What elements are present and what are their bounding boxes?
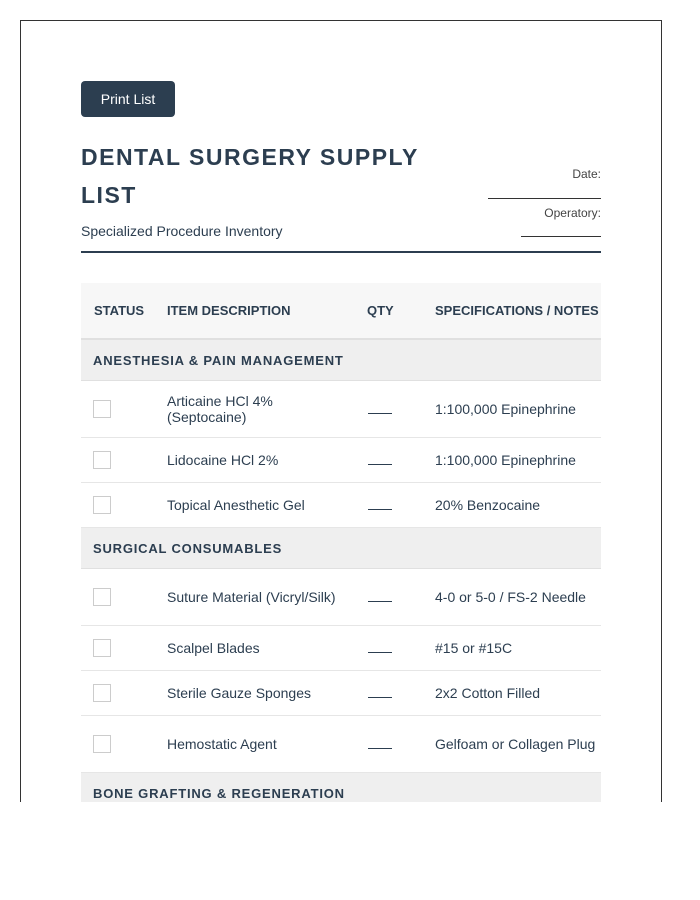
table-header-row: [81, 283, 601, 339]
qty-cell: [354, 483, 422, 528]
item-description: Topical Anesthetic Gel: [154, 483, 354, 528]
status-checkbox[interactable]: [93, 451, 111, 469]
table-row: [81, 483, 601, 528]
item-notes: #15 or #15C: [422, 626, 601, 671]
operatory-field[interactable]: [521, 236, 601, 237]
date-label: Date:: [572, 167, 601, 181]
status-cell: [81, 569, 154, 626]
table-row: [81, 716, 601, 773]
header-divider: [81, 251, 601, 253]
item-notes: 2x2 Cotton Filled: [422, 671, 601, 716]
operatory-label: Operatory:: [544, 206, 601, 220]
item-notes: 1:100,000 Epinephrine: [422, 438, 601, 483]
section-header-row: [81, 528, 601, 569]
qty-blank[interactable]: [368, 601, 392, 602]
column-header-qty: QTY: [354, 283, 422, 339]
qty-blank[interactable]: [368, 652, 392, 653]
table-row: [81, 381, 601, 438]
item-notes: Gelfoam or Collagen Plug: [422, 716, 601, 773]
print-list-button[interactable]: Print List: [81, 81, 175, 117]
qty-cell: [354, 438, 422, 483]
page-subtitle: Specialized Procedure Inventory: [81, 223, 283, 239]
status-cell: [81, 483, 154, 528]
item-description: Suture Material (Vicryl/Silk): [154, 569, 354, 626]
item-notes: 20% Benzocaine: [422, 483, 601, 528]
status-checkbox[interactable]: [93, 400, 111, 418]
status-cell: [81, 716, 154, 773]
item-description: Lidocaine HCl 2%: [154, 438, 354, 483]
supply-list-sheet: [20, 20, 662, 802]
section-title: SURGICAL CONSUMABLES: [81, 528, 601, 569]
item-description: Articaine HCl 4% (Septocaine): [154, 381, 354, 438]
status-checkbox[interactable]: [93, 639, 111, 657]
table-row: [81, 438, 601, 483]
table-row: [81, 671, 601, 716]
status-checkbox[interactable]: [93, 735, 111, 753]
item-notes: 4-0 or 5-0 / FS-2 Needle: [422, 569, 601, 626]
qty-cell: [354, 716, 422, 773]
status-checkbox[interactable]: [93, 684, 111, 702]
page-title: DENTAL SURGERY SUPPLY LIST: [81, 144, 419, 208]
qty-blank[interactable]: [368, 748, 392, 749]
item-description: Sterile Gauze Sponges: [154, 671, 354, 716]
item-description: Hemostatic Agent: [154, 716, 354, 773]
status-cell: [81, 626, 154, 671]
qty-blank[interactable]: [368, 413, 392, 414]
qty-cell: [354, 626, 422, 671]
qty-cell: [354, 381, 422, 438]
supply-table: [81, 283, 601, 802]
section-header-row: [81, 339, 601, 381]
status-checkbox[interactable]: [93, 496, 111, 514]
qty-blank[interactable]: [368, 509, 392, 510]
qty-blank[interactable]: [368, 464, 392, 465]
status-checkbox[interactable]: [93, 588, 111, 606]
qty-cell: [354, 569, 422, 626]
item-notes: 1:100,000 Epinephrine: [422, 381, 601, 438]
column-header-item-description: ITEM DESCRIPTION: [154, 283, 354, 339]
table-row: [81, 626, 601, 671]
column-header-specifications-notes: SPECIFICATIONS / NOTES: [422, 283, 601, 339]
item-description: Scalpel Blades: [154, 626, 354, 671]
table-row: [81, 569, 601, 626]
section-title: ANESTHESIA & PAIN MANAGEMENT: [81, 339, 601, 381]
section-title: BONE GRAFTING & REGENERATION: [81, 773, 601, 803]
date-field[interactable]: [488, 198, 601, 199]
qty-cell: [354, 671, 422, 716]
status-cell: [81, 381, 154, 438]
column-header-status: STATUS: [81, 283, 154, 339]
section-header-row: [81, 773, 601, 803]
qty-blank[interactable]: [368, 697, 392, 698]
status-cell: [81, 671, 154, 716]
status-cell: [81, 438, 154, 483]
